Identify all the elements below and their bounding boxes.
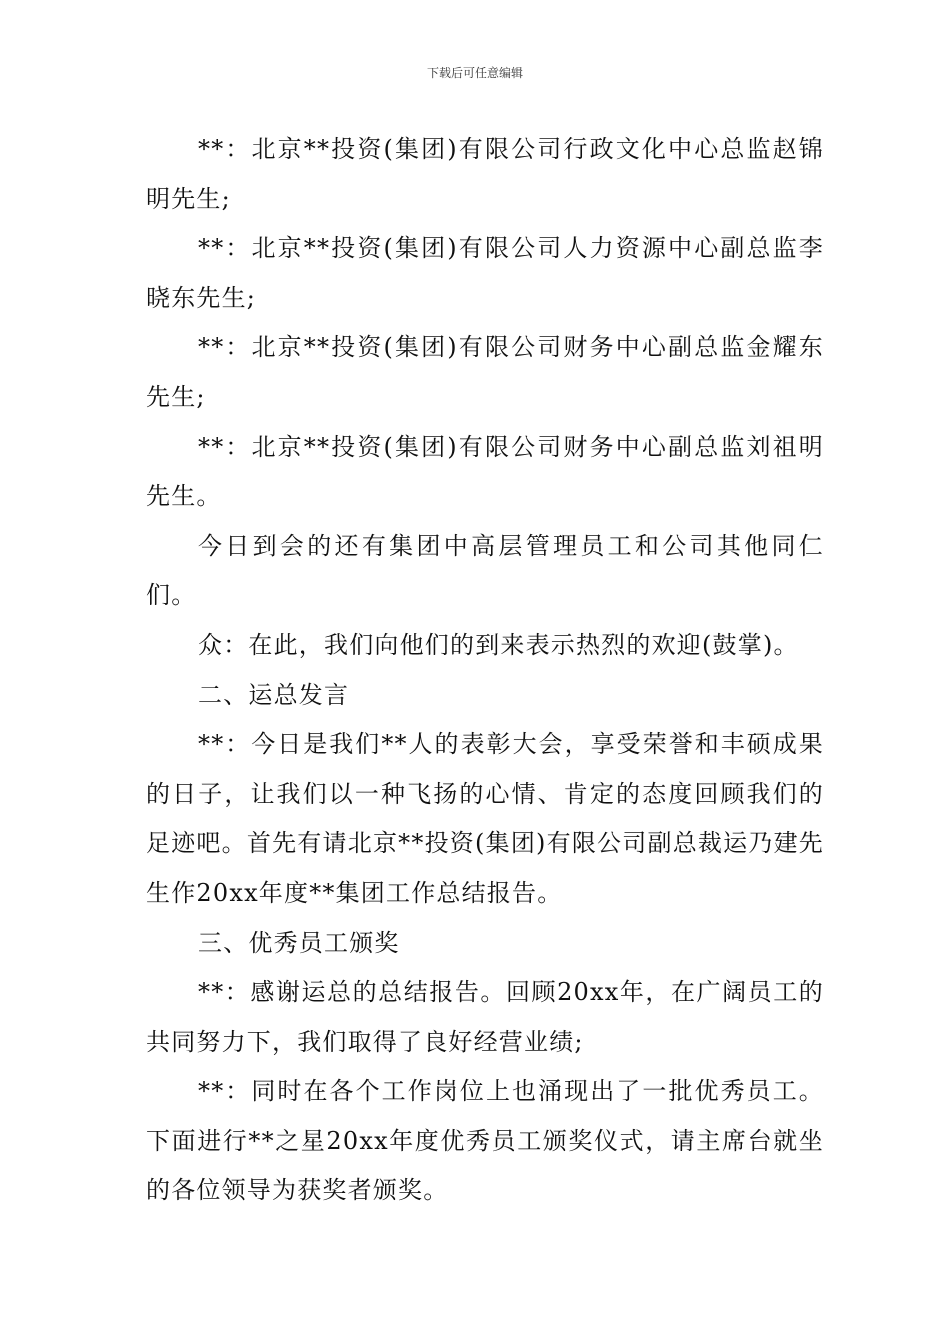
paragraph-guest-jin: **：北京**投资(集团)有限公司财务中心副总监金耀东先生; bbox=[146, 333, 824, 411]
paragraph-guest-zhao: **：北京**投资(集团)有限公司行政文化中心总监赵锦明先生; bbox=[146, 135, 824, 213]
paragraph-award-thanks: **：感谢运总的总结报告。回顾20xx年，在广阔员工的共同努力下，我们取得了良好经营业绩; bbox=[146, 978, 824, 1056]
paragraph-award-ceremony: **：同时在各个工作岗位上也涌现出了一批优秀员工。下面进行**之星20xx年度优秀员工颁奖仪式，请主席台就坐的各位领导为获奖者颁奖。 bbox=[146, 1077, 824, 1205]
document-body bbox=[146, 125, 824, 1216]
section-heading-speech: 二、运总发言 bbox=[198, 680, 350, 709]
paragraph-guest-li: **：北京**投资(集团)有限公司人力资源中心副总监李晓东先生; bbox=[146, 234, 824, 312]
paragraph-attendees: 今日到会的还有集团中高层管理员工和公司其他同仁们。 bbox=[146, 531, 824, 610]
paragraph-welcome: 众：在此，我们向他们的到来表示热烈的欢迎(鼓掌)。 bbox=[198, 630, 799, 659]
paragraph-guest-liu: **：北京**投资(集团)有限公司财务中心副总监刘祖明先生。 bbox=[146, 432, 824, 511]
paragraph-speech-intro: **：今日是我们**人的表彰大会，享受荣誉和丰硕成果的日子，让我们以一种飞扬的心情、肯定的态度回顾我们的足迹吧。首先有请北京**投资(集团)有限公司副总裁运乃建先生作20xx年度**集团工作总结报告。 bbox=[146, 730, 824, 907]
section-heading-award: 三、优秀员工颁奖 bbox=[198, 928, 400, 957]
page-header: 下载后可任意编辑 bbox=[426, 66, 523, 80]
